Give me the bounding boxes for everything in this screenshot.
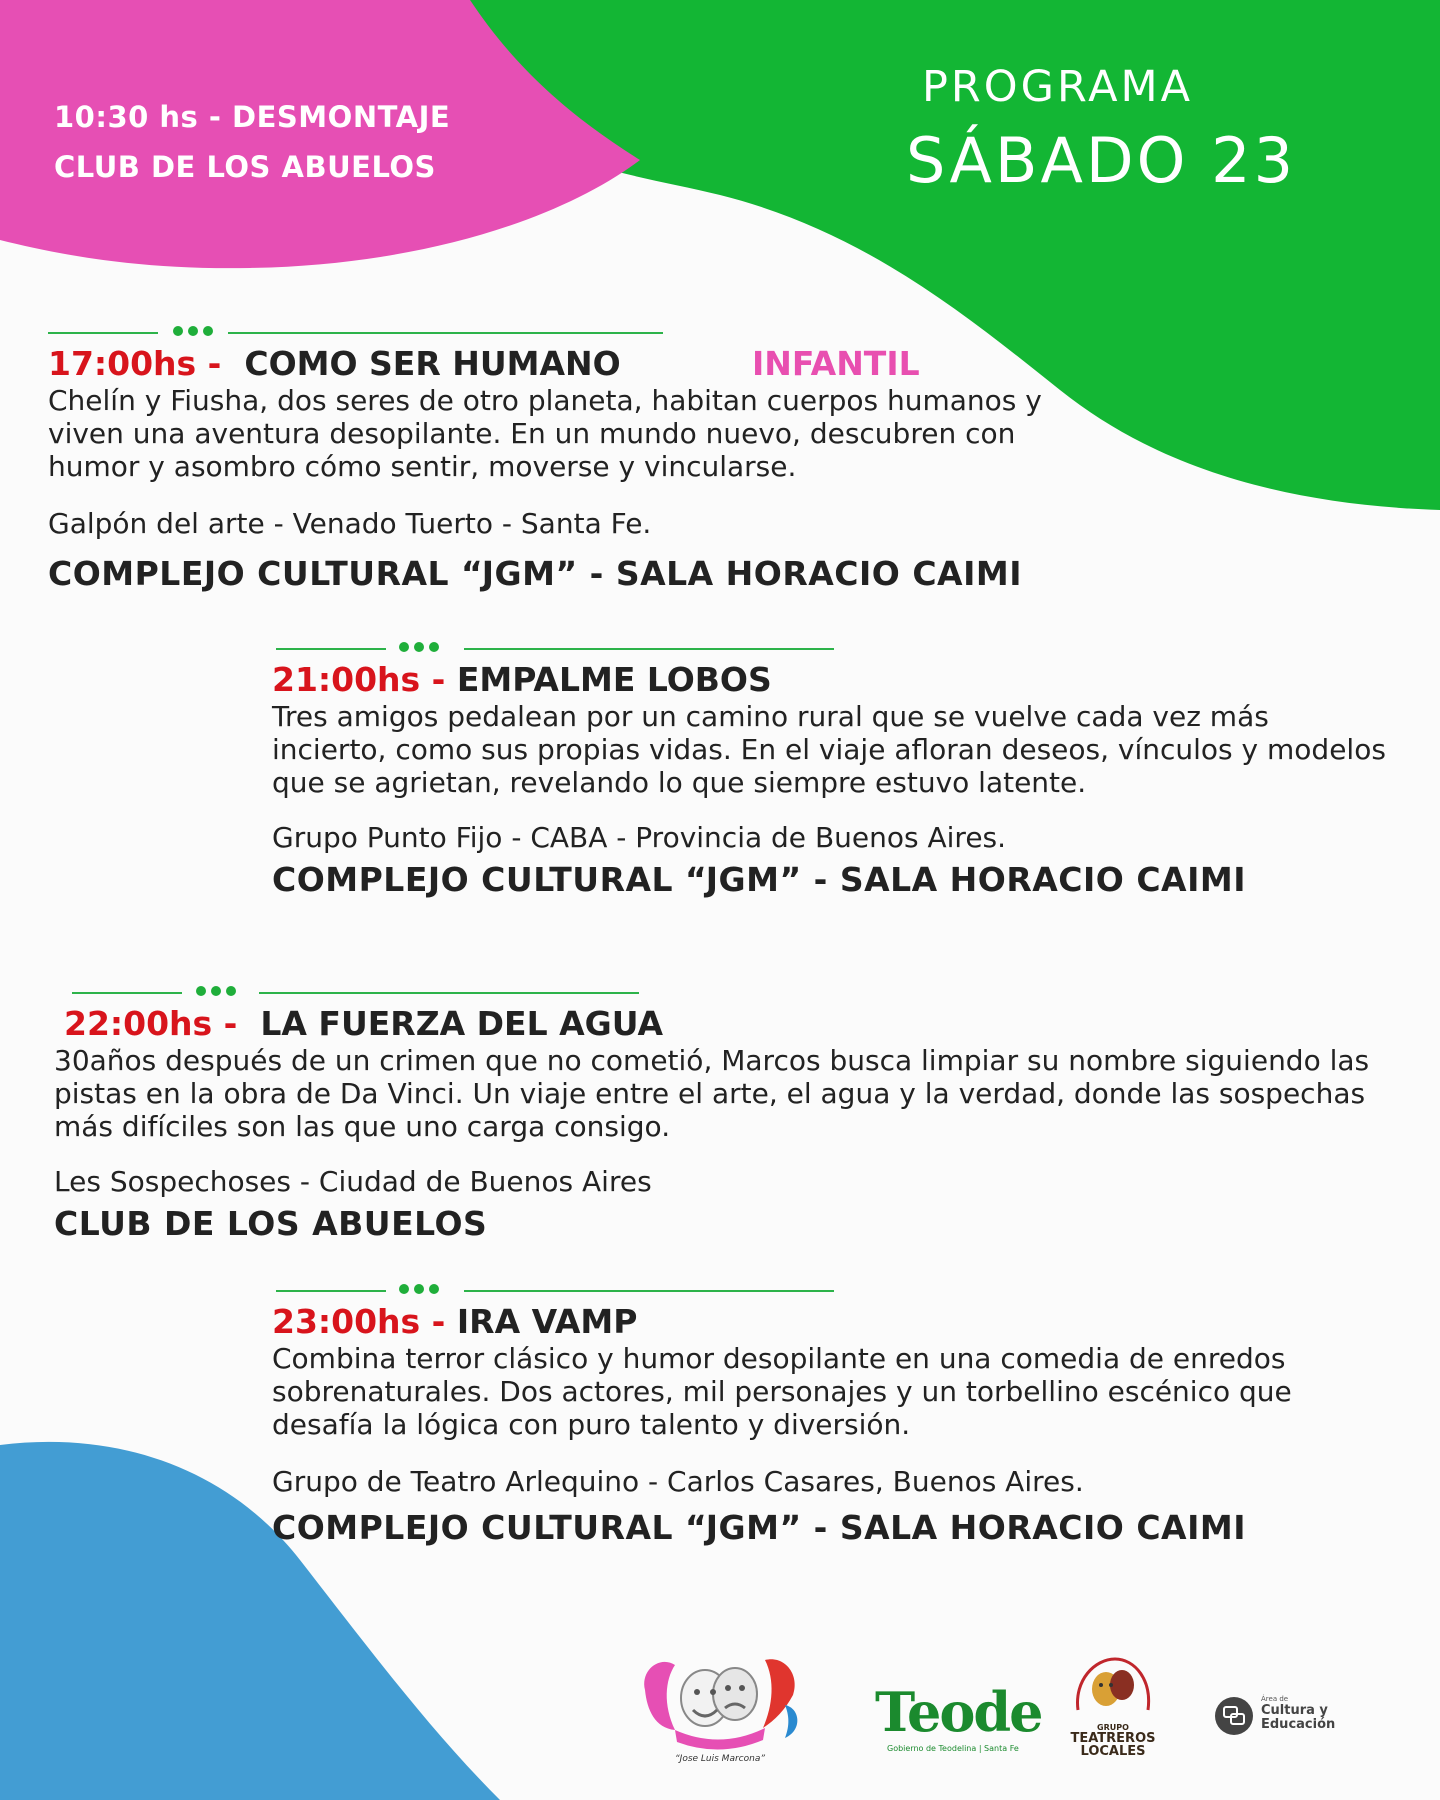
event-time: 17:00hs - xyxy=(48,344,222,383)
event-title: IRA VAMP xyxy=(456,1302,638,1341)
event-description: Chelín y Fiusha, dos seres de otro planeta, habitan cuerpos humanos y viven una aventura desopilante. En un mundo nuevo, descubren con humor y asombro cómo sentir, moverse y vincularse. xyxy=(48,384,1042,484)
event-description: Combina terror clásico y humor desopilante en una comedia de enredos sobrenaturales. Dos actores, mil personajes y un torbellino escénico que desafía la lógica con puro talento y diversión. xyxy=(272,1342,1292,1442)
encuentro-caption: “Jose Luis Marcona” xyxy=(675,1754,765,1764)
event-headline xyxy=(48,346,1108,382)
encuentro-logo xyxy=(635,1650,805,1770)
teode-wordmark: Teode xyxy=(875,1680,1042,1744)
area-small-label: Área de xyxy=(1261,1695,1289,1703)
event-title: COMO SER HUMANO xyxy=(244,344,621,383)
area-line2: Educación xyxy=(1261,1717,1336,1732)
teatreros-line1: GRUPO xyxy=(1097,1723,1129,1732)
event-card xyxy=(48,326,1108,593)
theater-masks-icon xyxy=(635,1650,805,1750)
event-headline xyxy=(272,1304,1372,1340)
theater-masks-badge-icon xyxy=(1070,1655,1156,1719)
top-note-line1: 10:30 hs - DESMONTAJE xyxy=(54,100,451,134)
title-divider xyxy=(48,326,1108,344)
event-group: Galpón del arte - Venado Tuerto - Santa Fe. xyxy=(48,507,652,541)
event-description: Tres amigos pedalean por un camino rural que se vuelve cada vez más incierto, como sus propias vidas. En el viaje afloran deseos, vínculos y modelos que se agrietan, revelando lo que siempre estuvo latente. xyxy=(272,700,1386,800)
teode-subtitle: Gobierno de Teodelina | Santa Fe xyxy=(887,1744,1019,1753)
title-divider xyxy=(272,642,1402,660)
event-headline xyxy=(272,662,1402,698)
event-title: LA FUERZA DEL AGUA xyxy=(260,1004,664,1043)
event-time: 21:00hs - xyxy=(272,660,446,699)
event-card xyxy=(272,642,1402,899)
event-group: Les Sospechoses - Ciudad de Buenos Aires xyxy=(54,1165,652,1199)
event-title: EMPALME LOBOS xyxy=(456,660,772,699)
title-divider xyxy=(54,986,1394,1004)
teatreros-line3: LOCALES xyxy=(1080,1744,1146,1759)
event-group: Grupo de Teatro Arlequino - Carlos Casares, Buenos Aires. xyxy=(272,1465,1084,1499)
day-label: SÁBADO 23 xyxy=(906,124,1297,197)
top-note-line2: CLUB DE LOS ABUELOS xyxy=(54,150,436,184)
chat-bubbles-icon xyxy=(1215,1697,1253,1735)
teatreros-logo xyxy=(1068,1655,1158,1770)
event-description: 30años después de un crimen que no cometió, Marcos busca limpiar su nombre siguiendo las pistas en la obra de Da Vinci. Un viaje entre el arte, el agua y la verdad, donde las sospechas más difíciles son las que uno carga consigo. xyxy=(54,1044,1370,1144)
event-venue: COMPLEJO CULTURAL “JGM” - SALA HORACIO CAIMI xyxy=(272,1508,1246,1548)
event-venue: CLUB DE LOS ABUELOS xyxy=(54,1204,488,1244)
teode-logo xyxy=(875,1680,1042,1753)
sponsor-logos xyxy=(630,1650,1350,1770)
teatreros-line2: TEATREROS xyxy=(1070,1731,1156,1746)
event-tag: INFANTIL xyxy=(752,344,920,383)
event-group: Grupo Punto Fijo - CABA - Provincia de Buenos Aires. xyxy=(272,821,1007,855)
event-time: 23:00hs - xyxy=(272,1302,446,1341)
area-line1: Cultura y xyxy=(1261,1703,1328,1718)
event-venue: COMPLEJO CULTURAL “JGM” - SALA HORACIO CAIMI xyxy=(272,860,1246,900)
event-headline xyxy=(64,1006,1394,1042)
event-card xyxy=(272,1284,1372,1547)
event-venue: COMPLEJO CULTURAL “JGM” - SALA HORACIO CAIMI xyxy=(48,554,1022,594)
program-label: PROGRAMA xyxy=(922,62,1194,112)
event-time: 22:00hs - xyxy=(64,1004,238,1043)
title-divider xyxy=(272,1284,1372,1302)
event-card xyxy=(54,986,1394,1243)
